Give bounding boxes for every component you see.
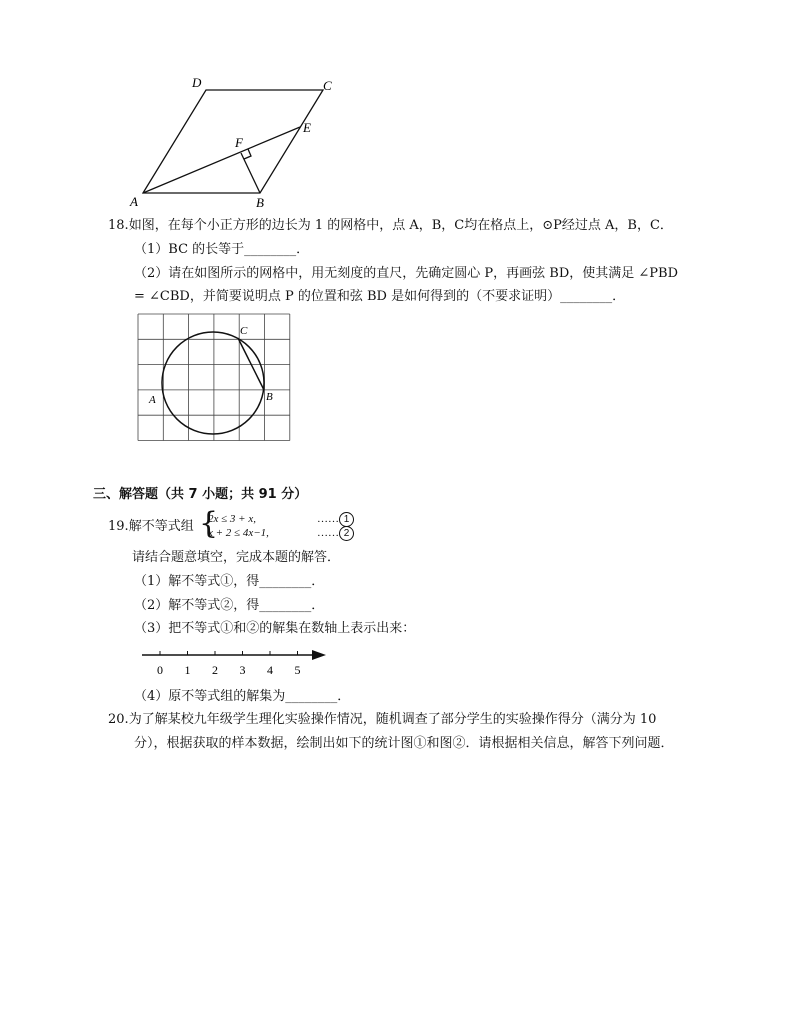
axis-tick-label: 0 — [157, 663, 163, 677]
q18-part1: （1）BC 的长等于________． — [134, 242, 310, 257]
q20-line1-row — [108, 711, 656, 729]
q18-number: 18. — [108, 218, 129, 233]
axis-tick-label: 2 — [212, 663, 218, 677]
axis-tick-label: 3 — [239, 663, 246, 677]
q19-number: 19. — [108, 519, 129, 534]
q19-lead: 解不等式组 — [128, 519, 194, 534]
number-line-arrow-icon — [312, 650, 326, 660]
parallelogram-abcd — [143, 90, 323, 193]
q19-label-1 — [317, 512, 354, 527]
label-b: B — [256, 195, 264, 210]
q19-instruction: 请结合题意填空，完成本题的解答． — [132, 550, 341, 565]
q18-part2-line2: = ∠CBD，并简要说明点 P 的位置和弦 BD 是如何得到的（不要求证明）________． — [134, 289, 626, 304]
number-line — [140, 645, 340, 681]
q20-line2: 分），根据获取的样本数据，绘制出如下的统计图①和图②．请根据相关信息，解答下列问题． — [134, 736, 674, 751]
q19-dots-2: …… — [317, 527, 339, 539]
segment-bf — [241, 153, 260, 193]
q19-dots-1: …… — [317, 513, 339, 525]
label-f: F — [235, 135, 243, 150]
q19-part3: （3）把不等式①和②的解集在数轴上表示出来： — [134, 621, 416, 636]
grid-label-b: B — [266, 391, 273, 403]
label-d: D — [192, 75, 202, 90]
q19-lead-line — [108, 518, 194, 536]
axis-tick-label: 4 — [267, 663, 273, 677]
q20-line1: 为了解某校九年级学生理化实验操作情况，随机调查了部分学生的实验操作得分（满分为 10 — [128, 712, 657, 727]
q18-stem-line — [108, 217, 673, 235]
axis-tick-label: 5 — [294, 663, 301, 677]
q19-inequality-1: 2x ≤ 3 + x, — [208, 513, 256, 525]
grid-circle-figure — [130, 308, 298, 448]
q19-label-2 — [317, 526, 354, 541]
system-brace: { — [199, 506, 219, 541]
q18-part2-line1: （2）请在如图所示的网格中，用无刻度的直尺，先确定圆心 P，再画弦 BD，使其满足 ∠PBD — [134, 266, 679, 281]
grid-label-a: A — [149, 394, 156, 406]
q18-stem: 如图，在每个小正方形的边长为 1 的网格中，点 A，B，C均在格点上，⊙P经过点 A，B，C． — [128, 218, 673, 233]
section3-heading: 三、解答题（共 7 小题；共 91 分） — [93, 487, 308, 502]
q19-part4: （4）原不等式组的解集为________． — [134, 689, 351, 704]
q19-part2: （2）解不等式②，得________． — [134, 598, 325, 613]
axis-tick-label: 1 — [184, 663, 191, 677]
q19-part1: （1）解不等式①，得________． — [134, 574, 325, 589]
circle-p — [162, 332, 264, 434]
label-e: E — [303, 120, 311, 135]
label-c: C — [323, 78, 332, 93]
segment-ae — [143, 127, 300, 193]
parallelogram-figure — [120, 70, 340, 210]
label-a: A — [130, 194, 138, 209]
q19-inequality-2: x + 2 ≤ 4x−1, — [208, 527, 269, 539]
grid-label-c: C — [240, 325, 248, 337]
circled-two-mark: 2 — [339, 526, 354, 541]
circled-one-mark: 1 — [339, 512, 354, 527]
q20-number: 20. — [108, 712, 129, 727]
